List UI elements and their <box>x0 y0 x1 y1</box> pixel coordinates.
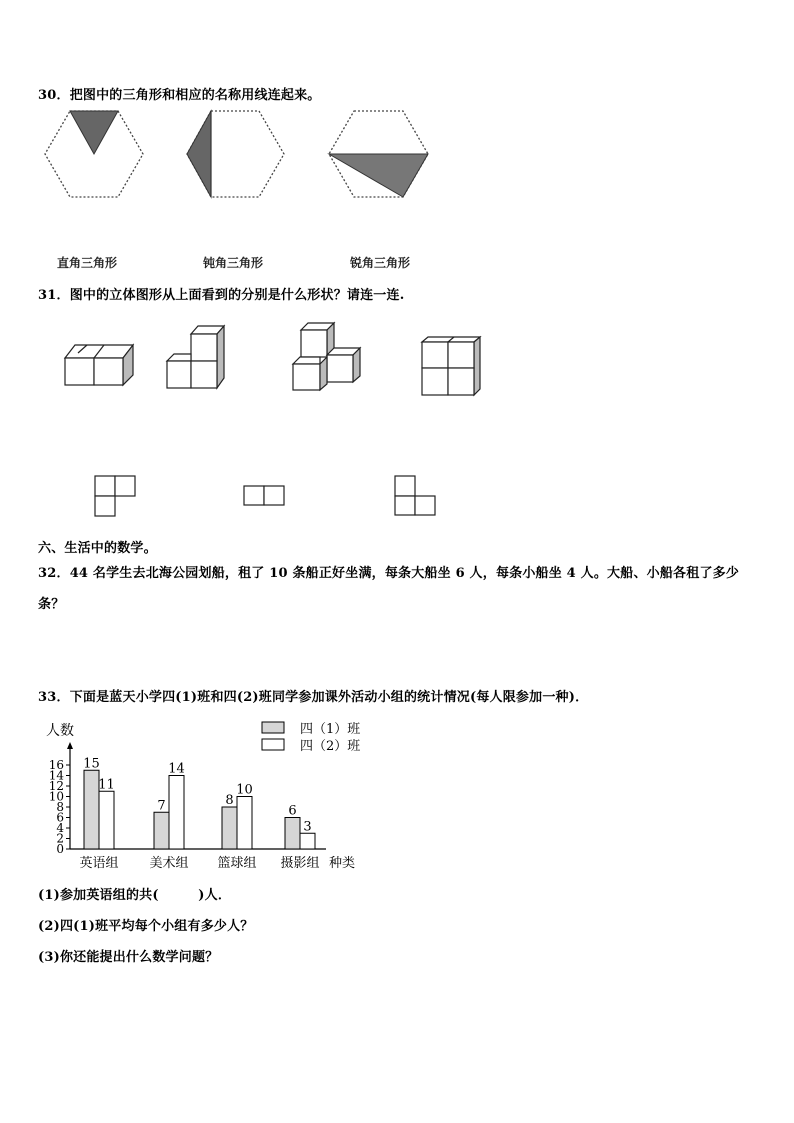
solid-4 <box>422 337 480 395</box>
category-label: 美术组 <box>149 856 189 871</box>
solid-3 <box>293 323 360 390</box>
bar <box>154 812 169 849</box>
legend-label: 四（2）班 <box>300 739 361 754</box>
data-label: 7 <box>157 798 166 814</box>
y-tick-label: 8 <box>56 800 64 814</box>
bar <box>222 807 237 849</box>
chart-legend <box>262 722 360 754</box>
q31-text: 31．图中的立体图形从上面看到的分别是什么形状？请连一连. <box>38 288 405 303</box>
data-label: 10 <box>236 782 253 798</box>
solid-2 <box>167 326 224 388</box>
bar <box>285 818 300 850</box>
category-label: 英语组 <box>79 856 119 871</box>
y-tick-label: 16 <box>48 758 64 772</box>
top-view-2 <box>244 486 284 505</box>
bar <box>84 770 99 849</box>
q33-sub3: (3)你还能提出什么数学问题？ <box>38 950 219 965</box>
y-tick-label: 6 <box>56 810 64 825</box>
y-tick-label: 14 <box>48 768 64 783</box>
hexagon-1 <box>45 111 143 197</box>
q31-figures <box>0 300 794 530</box>
data-label: 14 <box>168 761 185 777</box>
solid-1 <box>65 345 133 385</box>
bar <box>99 791 114 849</box>
bar <box>169 776 184 850</box>
y-axis-arrow <box>67 742 73 749</box>
legend-swatch <box>262 722 284 733</box>
section-6-title: 六、生活中的数学。 <box>38 541 157 556</box>
q30-text: 30．把图中的三角形和相应的名称用线连起来。 <box>38 88 321 103</box>
data-label: 8 <box>225 793 234 808</box>
category-label: 摄影组 <box>280 856 320 871</box>
y-tick-label: 10 <box>48 789 64 804</box>
y-tick-label: 4 <box>56 821 64 835</box>
data-label: 15 <box>83 756 100 772</box>
legend-swatch <box>262 739 284 750</box>
bar-chart <box>0 710 420 875</box>
triangle-name-acute: 锐角三角形 <box>350 256 411 270</box>
triangle-name-obtuse: 钝角三角形 <box>203 256 264 270</box>
x-axis-label: 种类 <box>329 856 356 871</box>
hexagon-3 <box>329 111 428 197</box>
y-tick-label: 12 <box>48 779 64 793</box>
q33-sub2: (2)四(1)班平均每个小组有多少人？ <box>38 919 254 934</box>
legend-label: 四（1）班 <box>300 722 361 737</box>
q32-line2: 条？ <box>38 597 65 612</box>
bar <box>237 797 252 850</box>
y-tick-label: 2 <box>56 831 64 846</box>
y-axis-label: 人数 <box>46 723 74 739</box>
triangle-name-right: 直角三角形 <box>57 256 118 270</box>
hexagon-2 <box>187 111 284 197</box>
data-label: 6 <box>288 803 297 819</box>
y-tick-label: 0 <box>56 842 64 856</box>
q33-sub1: (1)参加英语组的共( )人． <box>38 888 232 903</box>
top-view-1 <box>95 476 135 516</box>
data-label: 3 <box>303 819 312 835</box>
top-view-3 <box>395 476 435 515</box>
q33-text: 33．下面是蓝天小学四(1)班和四(2)班同学参加课外活动小组的统计情况(每人限参加一种)． <box>38 690 589 705</box>
q32-line1: 32．44 名学生去北海公园划船，租了 10 条船正好坐满，每条大船坐 6 人，每条小船坐 4 人。大船、小船各租了多少 <box>38 566 740 581</box>
data-label: 11 <box>98 777 115 793</box>
bar <box>300 833 315 849</box>
chart-bars <box>79 756 319 871</box>
category-label: 篮球组 <box>217 856 257 871</box>
